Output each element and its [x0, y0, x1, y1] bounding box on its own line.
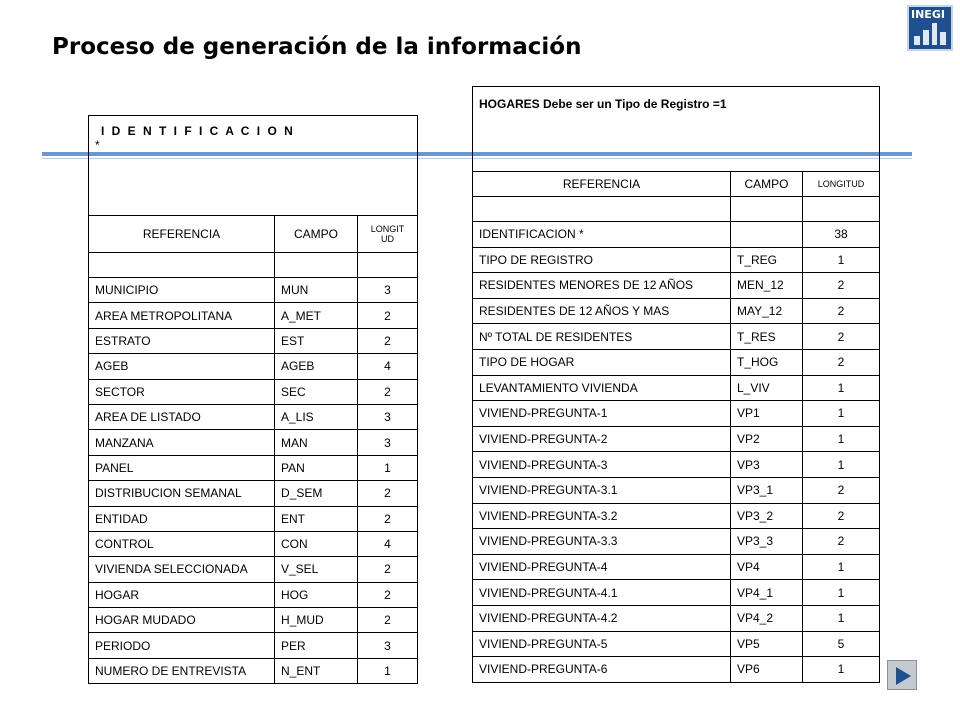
cell-longitud: 2	[358, 481, 418, 506]
table-row	[89, 354, 418, 379]
cell-campo: H_MUD	[275, 608, 358, 633]
column-header-row	[473, 172, 880, 197]
cell-campo: L_VIV	[731, 375, 803, 401]
cell-longitud: 38	[803, 222, 880, 248]
cell-campo: VP3	[731, 452, 803, 478]
col-header-campo: CAMPO	[275, 216, 358, 253]
cell-longitud: 1	[803, 554, 880, 580]
table-row	[89, 582, 418, 607]
col-header-longitud: LONGITUD	[803, 172, 880, 197]
cell-campo: EST	[275, 328, 358, 353]
cell-campo: VP1	[731, 401, 803, 427]
cell-campo: MAN	[275, 430, 358, 455]
table-row	[89, 557, 418, 582]
cell-longitud: 2	[803, 298, 880, 324]
cell-referencia: VIVIEND-PREGUNTA-3.1	[473, 477, 731, 503]
table-row	[473, 222, 880, 248]
cell-campo: VP5	[731, 631, 803, 657]
inegi-logo-icon	[907, 5, 953, 51]
cell-campo: PER	[275, 633, 358, 658]
cell-longitud: 3	[358, 278, 418, 303]
table-row	[89, 531, 418, 556]
cell-referencia: AREA METROPOLITANA	[89, 303, 275, 328]
cell-referencia: IDENTIFICACION *	[473, 222, 731, 248]
cell-campo: T_HOG	[731, 349, 803, 375]
cell-referencia: VIVIEND-PREGUNTA-3	[473, 452, 731, 478]
table-row	[473, 426, 880, 452]
cell-campo: SEC	[275, 379, 358, 404]
col-header-campo: CAMPO	[731, 172, 803, 197]
cell-campo: T_RES	[731, 324, 803, 350]
cell-referencia: NUMERO DE ENTREVISTA	[89, 658, 275, 683]
table-row	[473, 580, 880, 606]
table-row	[473, 401, 880, 427]
table-row	[89, 303, 418, 328]
table-row	[89, 278, 418, 303]
cell-longitud: 3	[358, 404, 418, 429]
cell-longitud: 1	[803, 580, 880, 606]
cell-campo: AGEB	[275, 354, 358, 379]
cell-longitud: 2	[803, 529, 880, 555]
cell-referencia: VIVIEND-PREGUNTA-1	[473, 401, 731, 427]
table-row	[473, 554, 880, 580]
cell-campo: MUN	[275, 278, 358, 303]
right-table-body	[473, 222, 880, 683]
cell-referencia: LEVANTAMIENTO VIVIENDA	[473, 375, 731, 401]
cell-referencia: SECTOR	[89, 379, 275, 404]
cell-longitud: 2	[803, 324, 880, 350]
table-heading: HOGARES Debe ser un Tipo de Registro =1	[473, 87, 880, 172]
cell-longitud: 1	[358, 658, 418, 683]
table-row	[473, 477, 880, 503]
cell-campo: VP4	[731, 554, 803, 580]
cell-campo: PAN	[275, 455, 358, 480]
identificacion-table	[88, 115, 418, 684]
cell-campo: A_MET	[275, 303, 358, 328]
logo-text: INEGI	[911, 8, 945, 21]
cell-campo: V_SEL	[275, 557, 358, 582]
cell-campo: VP4_2	[731, 605, 803, 631]
cell-referencia: ENTIDAD	[89, 506, 275, 531]
table-row	[473, 631, 880, 657]
cell-longitud: 2	[803, 273, 880, 299]
cell-longitud: 2	[358, 379, 418, 404]
cell-referencia: Nº TOTAL DE RESIDENTES	[473, 324, 731, 350]
cell-campo: N_ENT	[275, 658, 358, 683]
cell-longitud: 2	[358, 506, 418, 531]
cell-referencia: DISTRIBUCION SEMANAL	[89, 481, 275, 506]
cell-longitud: 3	[358, 430, 418, 455]
cell-campo: CON	[275, 531, 358, 556]
cell-referencia: RESIDENTES DE 12 AÑOS Y MAS	[473, 298, 731, 324]
table-row	[89, 328, 418, 353]
col-header-longitud: LONGIT UD	[358, 216, 418, 253]
cell-campo: D_SEM	[275, 481, 358, 506]
cell-longitud: 1	[803, 247, 880, 273]
column-header-row	[89, 216, 418, 253]
table-row	[89, 506, 418, 531]
table-row	[89, 608, 418, 633]
cell-longitud: 4	[358, 531, 418, 556]
cell-referencia: PERIODO	[89, 633, 275, 658]
table-row	[473, 503, 880, 529]
cell-campo: HOG	[275, 582, 358, 607]
table-row	[473, 529, 880, 555]
cell-referencia: AREA DE LISTADO	[89, 404, 275, 429]
heading-label: I D E N T I F I C A C I O N	[101, 124, 295, 138]
table-heading-row	[89, 116, 418, 216]
cell-campo: MAY_12	[731, 298, 803, 324]
left-table-body	[89, 278, 418, 684]
cell-longitud: 2	[803, 477, 880, 503]
cell-longitud: 4	[358, 354, 418, 379]
table-row	[89, 430, 418, 455]
cell-longitud: 1	[803, 452, 880, 478]
table-row	[89, 658, 418, 683]
blank-row	[473, 197, 880, 222]
cell-referencia: TIPO DE REGISTRO	[473, 247, 731, 273]
cell-campo: VP3_3	[731, 529, 803, 555]
cell-longitud: 5	[803, 631, 880, 657]
cell-referencia: VIVIEND-PREGUNTA-5	[473, 631, 731, 657]
col-header-referencia: REFERENCIA	[473, 172, 731, 197]
cell-campo: VP3_2	[731, 503, 803, 529]
cell-longitud: 2	[358, 557, 418, 582]
cell-longitud: 3	[358, 633, 418, 658]
table-row	[89, 379, 418, 404]
table-row	[473, 452, 880, 478]
cell-longitud: 1	[803, 426, 880, 452]
cell-referencia: PANEL	[89, 455, 275, 480]
cell-longitud: 2	[358, 303, 418, 328]
cell-referencia: VIVIEND-PREGUNTA-3.3	[473, 529, 731, 555]
table-row	[473, 349, 880, 375]
cell-campo: A_LIS	[275, 404, 358, 429]
heading-mark: *	[95, 138, 100, 152]
cell-campo: VP6	[731, 657, 803, 683]
cell-referencia: VIVIEND-PREGUNTA-4.1	[473, 580, 731, 606]
cell-longitud: 2	[803, 503, 880, 529]
cell-referencia: TIPO DE HOGAR	[473, 349, 731, 375]
cell-referencia: HOGAR	[89, 582, 275, 607]
hogares-table	[472, 86, 880, 683]
cell-referencia: VIVIEND-PREGUNTA-2	[473, 426, 731, 452]
cell-referencia: MANZANA	[89, 430, 275, 455]
cell-longitud: 2	[803, 349, 880, 375]
cell-referencia: RESIDENTES MENORES DE 12 AÑOS	[473, 273, 731, 299]
cell-referencia: HOGAR MUDADO	[89, 608, 275, 633]
table-row	[89, 404, 418, 429]
cell-campo	[731, 222, 803, 248]
table-row	[89, 481, 418, 506]
table-row	[473, 605, 880, 631]
cell-referencia: CONTROL	[89, 531, 275, 556]
cell-referencia: AGEB	[89, 354, 275, 379]
cell-referencia: VIVIEND-PREGUNTA-6	[473, 657, 731, 683]
table-row	[473, 375, 880, 401]
blank-row	[89, 253, 418, 278]
col-header-referencia: REFERENCIA	[89, 216, 275, 253]
table-heading-row	[473, 87, 880, 172]
cell-campo: VP2	[731, 426, 803, 452]
cell-longitud: 1	[803, 605, 880, 631]
table-row	[89, 455, 418, 480]
cell-campo: ENT	[275, 506, 358, 531]
cell-campo: VP4_1	[731, 580, 803, 606]
cell-longitud: 1	[803, 401, 880, 427]
table-row	[473, 273, 880, 299]
cell-longitud: 2	[358, 608, 418, 633]
cell-longitud: 1	[358, 455, 418, 480]
logo-bars	[914, 23, 946, 45]
cell-campo: VP3_1	[731, 477, 803, 503]
table-row	[473, 247, 880, 273]
table-heading	[89, 116, 418, 216]
cell-campo: T_REG	[731, 247, 803, 273]
table-row	[473, 298, 880, 324]
cell-longitud: 2	[358, 582, 418, 607]
cell-campo: MEN_12	[731, 273, 803, 299]
cell-referencia: ESTRATO	[89, 328, 275, 353]
table-row	[473, 657, 880, 683]
cell-referencia: MUNICIPIO	[89, 278, 275, 303]
cell-longitud: 2	[358, 328, 418, 353]
table-row	[89, 633, 418, 658]
table-row	[473, 324, 880, 350]
cell-referencia: VIVIEND-PREGUNTA-4.2	[473, 605, 731, 631]
page-title: Proceso de generación de la información	[52, 34, 582, 60]
cell-referencia: VIVIEND-PREGUNTA-4	[473, 554, 731, 580]
cell-longitud: 1	[803, 375, 880, 401]
cell-longitud: 1	[803, 657, 880, 683]
cell-referencia: VIVIENDA SELECCIONADA	[89, 557, 275, 582]
next-arrow-icon[interactable]	[887, 660, 917, 690]
cell-referencia: VIVIEND-PREGUNTA-3.2	[473, 503, 731, 529]
